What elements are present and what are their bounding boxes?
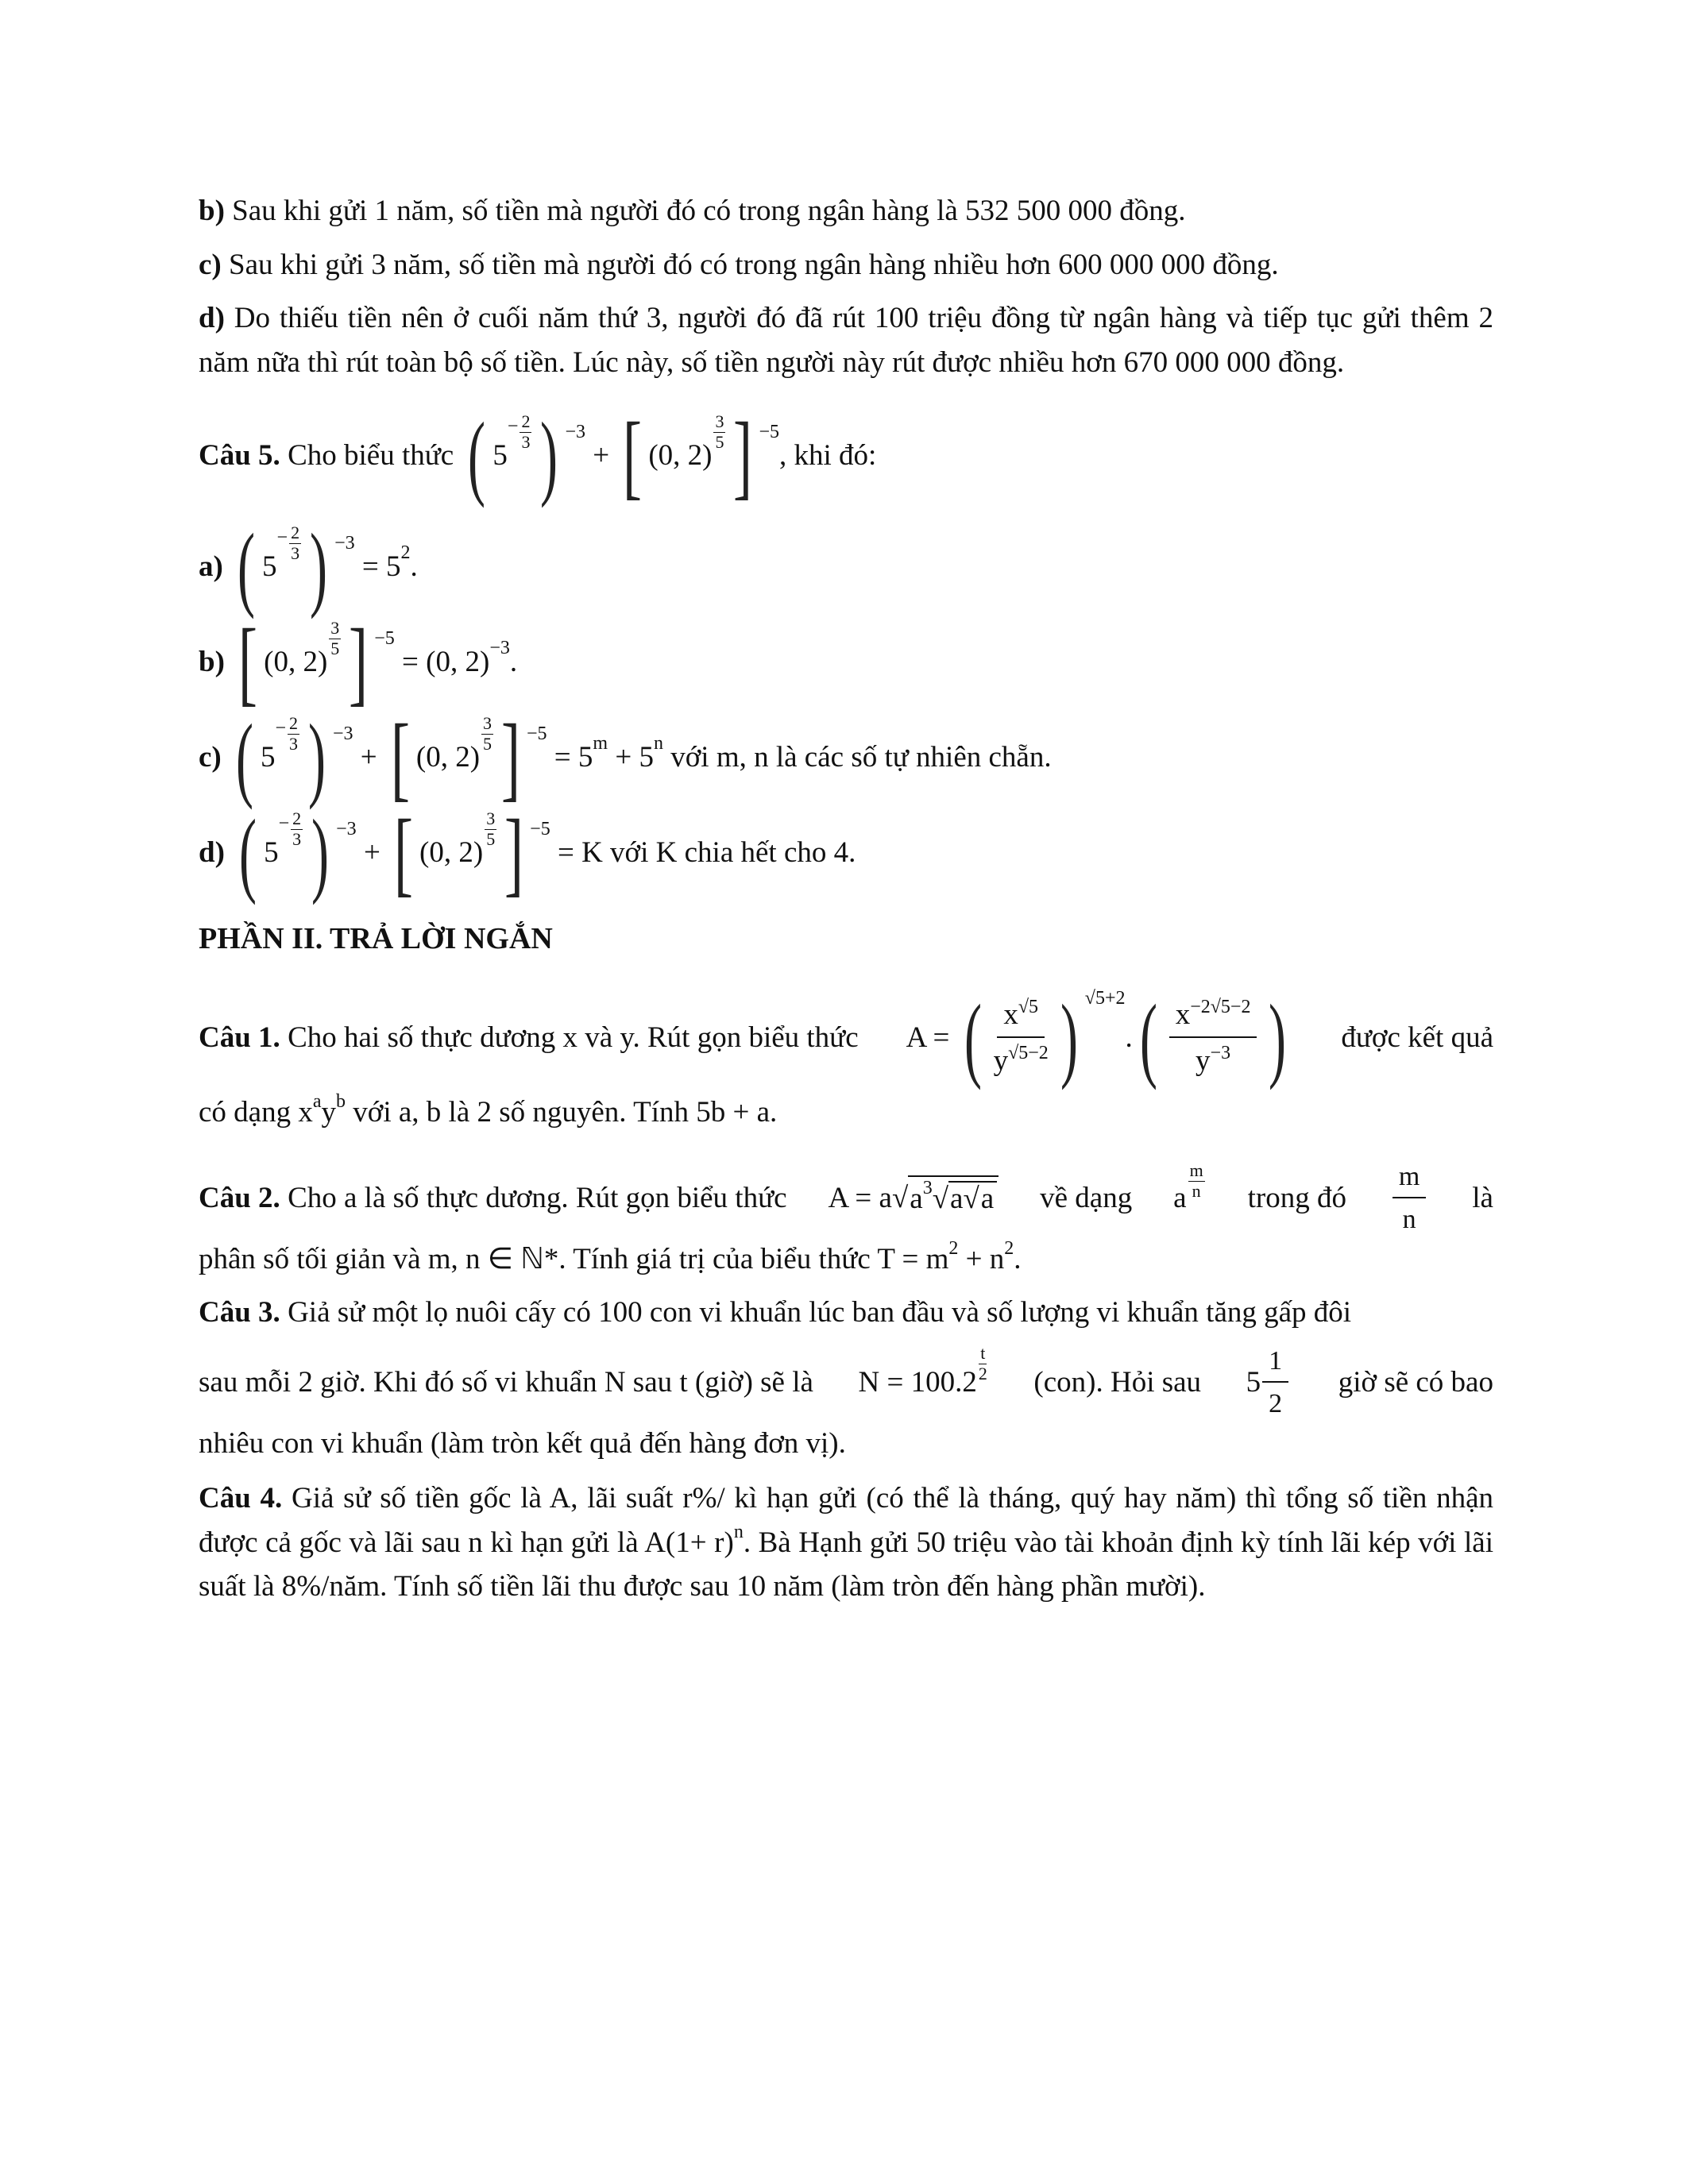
item-c: c) Sau khi gửi 3 năm, số tiền mà người đó có trong ngân hàng nhiều hơn 600 000 000 đồng. — [199, 248, 1279, 281]
p2-q2: Câu 2. Cho a là số thực dương. Rút gọn biểu thức A = a√ $a^3√a√a$ về dạng a $\frac{m}{n}$ trong đó $\frac{m}{n}$ là — [199, 1160, 1493, 1234]
p2-q3: Câu 3. Giả sử một lọ nuôi cấy có 100 con vi khuẩn lúc ban đầu và số lượng vi khuẩn tăng gấp đôi — [199, 1296, 1352, 1329]
q5-d: d) ( 5 − $\frac{2}{3}$ ) −3 + [ (0, 2) $\frac{3}{5}$ ] −5 = K với K chia hết cho 4. — [199, 800, 856, 905]
q1-expression: A = ( $\frac{x^{√5}}{y^{√5-2}}$ ) √5+2 . ( $\frac{x^{-2√5-2}}{y^{-3}}$ ) — [906, 985, 1287, 1090]
item-b: b) Sau khi gửi 1 năm, số tiền mà người đó có trong ngân hàng là 532 500 000 đồng. — [199, 195, 1186, 227]
section-heading: PHẦN II. TRẢ LỜI NGẮN — [199, 922, 553, 955]
q2-expression: A = a√ $a^3√a√a$ — [828, 1175, 999, 1221]
q5-b: b) [ (0, 2) $\frac{3}{5}$ ] −5 = (0, 2) −3 . — [199, 609, 518, 715]
p2-q1: Câu 1. Cho hai số thực dương x và y. Rút gọn biểu thức A = ( $\frac{x^{√5}}{y^{√5-2}}$ ) √5+2 . ( $\frac{x^{-2√5-2}}{y^{-3}}$ ) được kết quả — [199, 985, 1493, 1090]
q5-expression: ( 5 − $\frac{2}{3}$ ) −3 + [ (0, 2) $\frac{3}{5}$ ] −5 — [468, 403, 779, 508]
q5-stem: Câu 5. Cho biểu thức ( 5 − $\frac{2}{3}$ ) −3 + [ (0, 2) $\frac{3}{5}$ ] −5 , khi đó: — [199, 403, 877, 508]
document-page — [199, 189, 1493, 1619]
item-d: d) Do thiếu tiền nên ở cuối năm thứ 3, người đó đã rút 100 triệu đồng từ ngân hàng và tiếp tục gửi thêm 2 năm nữa thì rút toàn bộ số tiền. Lúc này, số tiền người này rút được nhiều hơn 670 000 000 đồng. — [199, 302, 1493, 379]
p2-q3-line2: sau mỗi 2 giờ. Khi đó số vi khuẩn N sau t (giờ) sẽ là N = 100.2 $\frac{t}{2}$ (con). Hỏi sau 5 $\frac{1}{2}$ giờ sẽ có bao — [199, 1343, 1493, 1418]
p2-q4: Câu 4. Giả sử số tiền gốc là A, lãi suất r%/ kì hạn gửi (có thể là tháng, quý hay năm) thì tổng số tiền nhận được cả gốc và lãi sau n kì hạn gửi là $A(1+ r)^n$. Bà Hạnh gửi 50 triệu vào tài khoản định kỳ tính lãi kép với lãi suất là 8%/năm. Tính số tiền lãi thu được sau 10 năm (làm tròn đến hàng phần mười). — [199, 1482, 1493, 1603]
p2-q3-line3: nhiêu con vi khuẩn (làm tròn kết quả đến hàng đơn vị). — [199, 1426, 846, 1460]
p2-q1-line2: có dạng $x^ay^b$ với a, b là 2 số nguyên. Tính 5b + a. — [199, 1091, 778, 1129]
q5-a: a) ( 5 − $\frac{2}{3}$ ) −3 = 5 2 . — [199, 514, 418, 619]
p2-q2-line2: phân số tối giản và m, n ∈ ℕ*. Tính giá trị của biểu thức $T = m^2 + n^2$. — [199, 1237, 1022, 1275]
q5-c: c) ( 5 − $\frac{2}{3}$ ) −3 + [ (0, 2) $\frac{3}{5}$ ] −5 = 5 m + 5 n với m, n là các số tự nhiên chẵn. — [199, 704, 1052, 810]
